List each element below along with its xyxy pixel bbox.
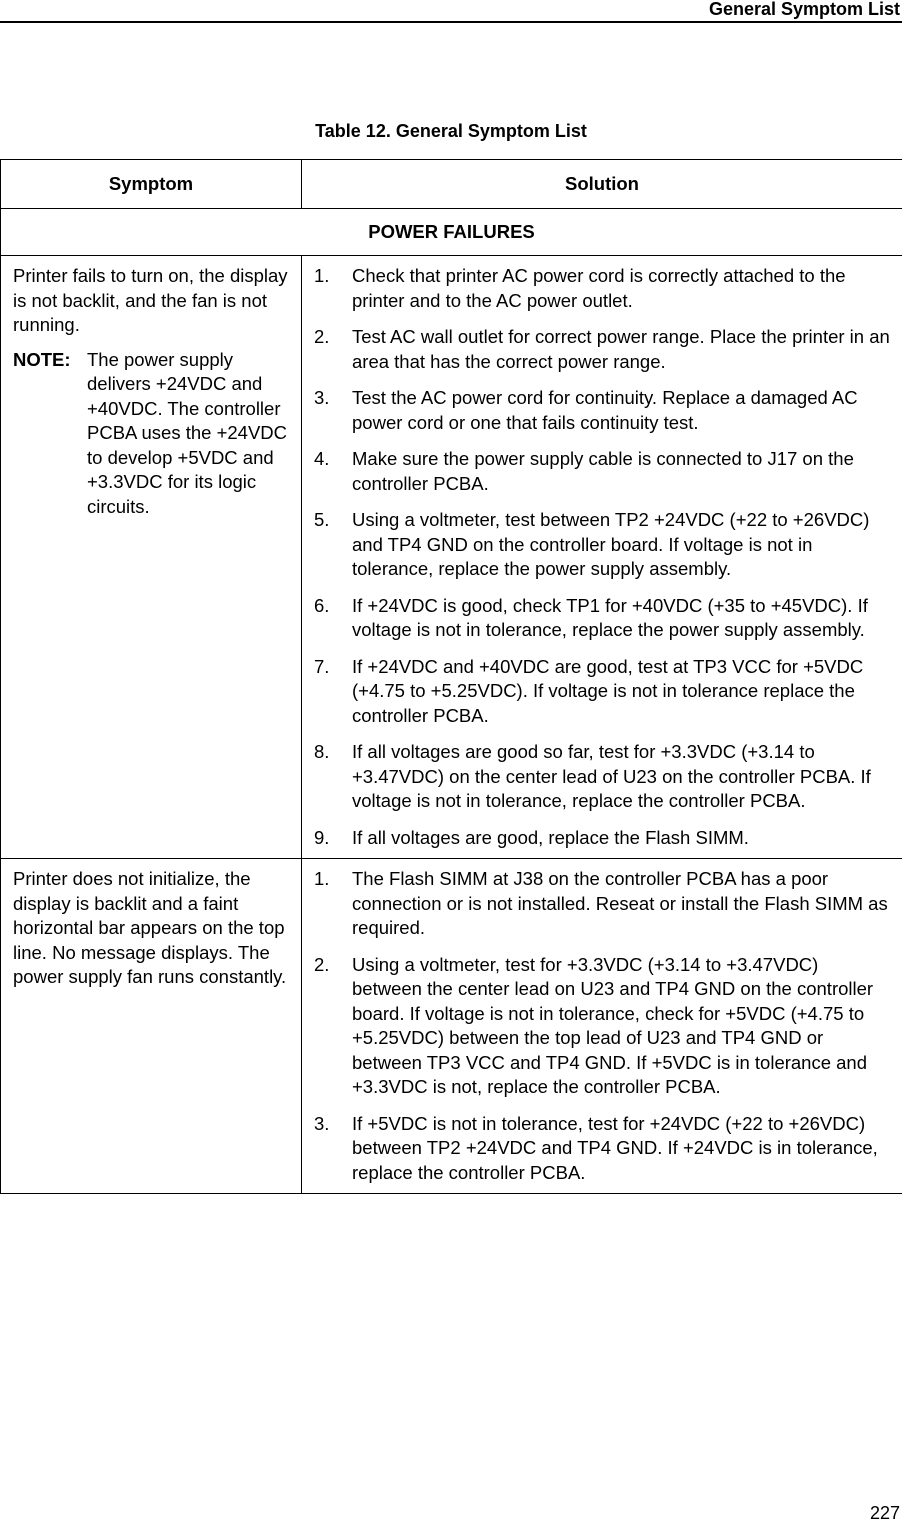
symptom-cell: [1, 256, 302, 859]
step-text: Test the AC power cord for continuity. Replace a damaged AC power cord or one that fails continuity test.: [352, 387, 858, 433]
solution-step: [314, 447, 892, 496]
table-row: [1, 859, 902, 1194]
step-number: 6.: [314, 594, 330, 616]
solution-step: [314, 264, 892, 313]
page-number: 227: [869, 1503, 900, 1523]
solution-step: [314, 655, 892, 729]
step-text: If all voltages are good so far, test for +3.3VDC (+3.14 to +3.47VDC) on the center lead of U23 on the controller PCBA. If voltage is not in tolerance, replace the controller PCBA.: [352, 741, 871, 811]
note-text: The power supply delivers +24VDC and +40VDC. The controller PCBA uses the +24VDC to develop +5VDC and +3.3VDC for its logic circuits.: [87, 348, 288, 517]
step-text: Using a voltmeter, test between TP2 +24VDC (+22 to +26VDC) and TP4 GND on the controller board. If voltage is not in tolerance, replace the power supply assembly.: [352, 509, 870, 579]
symptom-table: [0, 159, 902, 1194]
symptom-cell: [1, 859, 302, 1194]
step-text: Test AC wall outlet for correct power range. Place the printer in an area that has the correct power range.: [352, 326, 890, 372]
step-text: Check that printer AC power cord is correctly attached to the printer and to the AC power outlet.: [352, 265, 846, 311]
step-number: 2.: [314, 326, 330, 347]
step-number: 3.: [314, 1112, 330, 1134]
table-title: Table 12. General Symptom List: [315, 121, 587, 141]
step-text: The Flash SIMM at J38 on the controller PCBA has a poor connection or is not installed. Reseat or install the Flash SIMM as required.: [352, 868, 888, 938]
table-row: [1, 256, 902, 859]
step-text: If all voltages are good, replace the Flash SIMM.: [352, 826, 749, 848]
step-number: 2.: [314, 953, 330, 975]
step-number: 1.: [314, 265, 330, 286]
solution-step: [314, 867, 892, 941]
solution-step: [314, 740, 892, 814]
section-row: [1, 209, 902, 256]
running-header: [0, 0, 902, 23]
table-header-row: [1, 160, 902, 209]
step-number: 7.: [314, 655, 330, 677]
step-text: Make sure the power supply cable is connected to J17 on the controller PCBA.: [352, 448, 854, 494]
note-label: NOTE:: [13, 348, 71, 370]
symptom-text: Printer fails to turn on, the display is not backlit, and the fan is not running.: [13, 265, 288, 335]
solution-cell: [302, 256, 902, 859]
solution-step: [314, 594, 892, 643]
step-number: 8.: [314, 741, 330, 762]
solution-cell: [302, 859, 902, 1194]
step-text: If +5VDC is not in tolerance, test for +24VDC (+22 to +26VDC) between TP2 +24VDC and TP4 GND. If +24VDC is in tolerance, replace the controller PCBA.: [352, 1112, 878, 1183]
solution-steps: [314, 867, 892, 1185]
running-header-title: General Symptom List: [708, 0, 900, 19]
solution-step: [314, 386, 892, 435]
step-number: 9.: [314, 826, 330, 848]
step-text: Using a voltmeter, test for +3.3VDC (+3.14 to +3.47VDC) between the center lead on U23 and TP4 GND on the controller board. If voltage is not in tolerance, check for +5VDC (+4.75 to +5.25VDC) between the top lead of U23 and TP4 GND or between TP3 VCC and TP4 GND. If +5VDC is in tolerance and +3.3VDC is not, replace the controller PCBA.: [352, 953, 874, 1097]
note: [13, 348, 293, 520]
section-heading: POWER FAILURES: [1, 209, 902, 256]
solution-step: [314, 1112, 892, 1186]
solution-step: [314, 953, 892, 1100]
column-header-symptom: Symptom: [1, 160, 302, 209]
step-number: 5.: [314, 509, 330, 530]
solution-step: [314, 508, 892, 582]
column-header-solution: Solution: [302, 160, 902, 209]
solution-step: [314, 826, 892, 851]
symptom-text: Printer does not initialize, the display is backlit and a faint horizontal bar appears on the top line. No message displays. The power supply fan runs constantly.: [13, 868, 287, 987]
solution-step: [314, 325, 892, 374]
step-number: 3.: [314, 387, 330, 408]
step-text: If +24VDC is good, check TP1 for +40VDC (+35 to +45VDC). If voltage is not in tolerance, replace the power supply assembly.: [352, 594, 868, 640]
step-text: If +24VDC and +40VDC are good, test at TP3 VCC for +5VDC (+4.75 to +5.25VDC). If voltage is not in tolerance replace the controller PCBA.: [352, 655, 864, 726]
solution-steps: [314, 264, 892, 850]
step-number: 4.: [314, 448, 330, 469]
step-number: 1.: [314, 868, 330, 889]
